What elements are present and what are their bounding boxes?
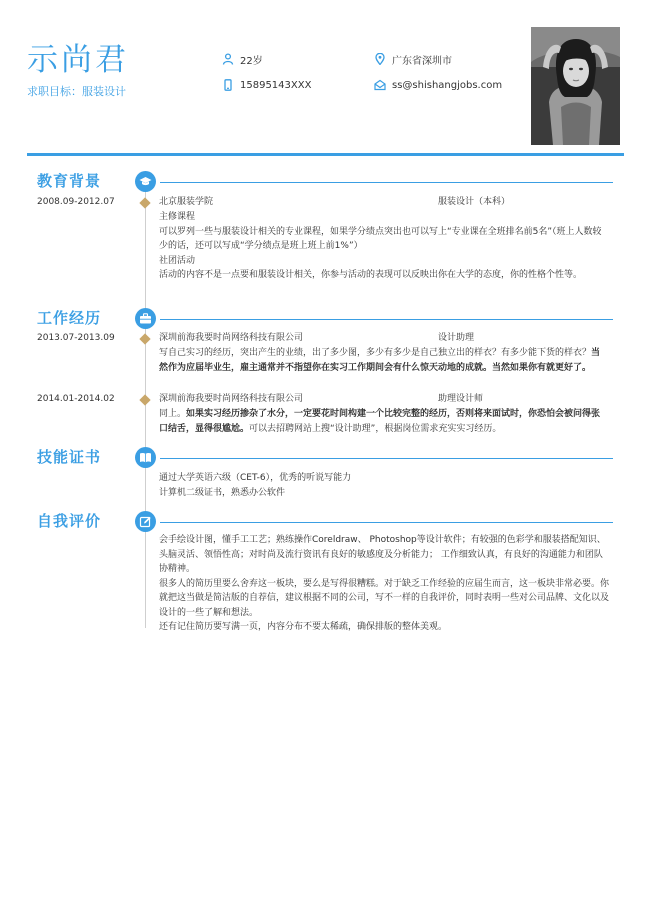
education-marker <box>139 197 150 208</box>
work-section-badge <box>135 308 156 329</box>
phone-icon <box>222 79 234 91</box>
skill-line: 计算机二级证书，熟悉办公软件 <box>159 487 286 498</box>
profile-photo <box>531 27 620 145</box>
education-details <box>159 210 609 283</box>
education-major: 服装设计（本科） <box>438 197 511 207</box>
self-eval-paragraph: 还有记住简历要写满一页，内容分布不要太稀疏，确保排版的整体美观。 <box>159 622 448 632</box>
location-info <box>374 52 452 66</box>
education-rule <box>160 182 613 183</box>
job-1-text-bold: 当然作为应届毕业生，雇主通常并不指望你在实习工作期间会有什么惊天动地的成就。当然如果你有就更好了。 <box>159 348 601 373</box>
job-1-description <box>159 346 609 375</box>
education-section-badge <box>135 171 156 192</box>
job-1-text: 写自己实习的经历，突出产生的业绩，出了多少图，多少有多少是自己独立出的样衣？有多少能下货的样衣？ <box>159 348 592 358</box>
job-1-marker <box>139 333 150 344</box>
email-text: ss@shishangjobs.com <box>392 79 503 91</box>
job-2-marker <box>139 394 150 405</box>
courses-text: 可以罗列一些与服装设计相关的专业课程，如果学分绩点突出也可以写上“专业课在全班排名前5名”（班上人数较少的话，还可以写成“学分绩点是班上班上前1%”） <box>159 226 602 251</box>
job-2-position: 助理设计师 <box>438 394 484 404</box>
job-objective: 求职目标：服装设计 <box>27 85 126 98</box>
book-icon <box>139 451 152 464</box>
skills-section-badge <box>135 447 156 468</box>
edit-icon <box>139 515 152 528</box>
self-eval-section-badge <box>135 511 156 532</box>
graduation-cap-icon <box>139 175 152 188</box>
self-eval-paragraph: 会手绘设计图，懂手工工艺；熟练操作Coreldraw、 Photoshop等设计软件；有较强的色彩学和服装搭配知识、头脑灵活、领悟性高；对时尚及流行资讯有良好的敏感度及分析能力； 工作细致认真，有良好的沟通能力和团队协精神。 <box>159 535 606 574</box>
job-2-text-bold: 如果实习经历掺杂了水分，一定要花时间构建一个比较完整的经历，否则将来面试时，你恐怕会被问得张口结舌，显得很尴尬。 <box>159 409 601 434</box>
work-rule <box>160 319 613 320</box>
header-divider <box>27 153 624 156</box>
activities-label: 社团活动 <box>159 255 196 266</box>
education-title: 教育背景 <box>37 172 102 190</box>
briefcase-icon <box>139 312 152 325</box>
work-title: 工作经历 <box>37 309 102 327</box>
phone-info <box>222 78 311 92</box>
job-2-text-pre: 同上。 <box>159 409 187 419</box>
job-1-company: 深圳前海我要时尚网络科技有限公司 <box>159 333 304 343</box>
phone-text: 15895143XXX <box>240 79 312 91</box>
person-icon <box>222 53 234 65</box>
education-school: 北京服装学院 <box>159 197 214 207</box>
job-2-company: 深圳前海我要时尚网络科技有限公司 <box>159 394 304 404</box>
skills-rule <box>160 458 613 459</box>
self-eval-rule <box>160 522 613 523</box>
mail-icon <box>374 79 386 91</box>
skills-list <box>159 471 609 500</box>
job-2-description <box>159 407 609 436</box>
location-text: 广东省深圳市 <box>392 55 452 67</box>
portrait-image <box>531 27 620 145</box>
self-eval-text <box>159 533 609 635</box>
activities-text: 活动的内容不是一点要和服装设计相关，你参与活动的表现可以反映出你在大学的态度，你的性格个性等。 <box>159 270 583 280</box>
location-pin-icon <box>374 53 386 65</box>
email-info <box>374 78 502 92</box>
skills-title: 技能证书 <box>37 448 102 466</box>
courses-label: 主修课程 <box>159 212 196 222</box>
age-text: 22岁 <box>240 55 263 67</box>
age-info <box>222 52 263 66</box>
skill-line: 通过大学英语六级（CET-6），优秀的听说写能力 <box>159 473 352 483</box>
job-2-date: 2014.01-2014.02 <box>37 394 115 404</box>
job-2-text-post: 可以去招聘网站上搜“设计助理”，根据岗位需求充实实习经历。 <box>249 423 502 434</box>
self-eval-paragraph: 很多人的简历里要么舍弃这一板块，要么是写得很糟糕。对于缺乏工作经验的应届生而言，这一板块非常必要。你就把这当做是简洁版的自荐信，建议根据不同的公司，写不一样的自我评价，同时表明一些对公司品牌、文化以及设计的一些了解和想法。 <box>159 578 610 618</box>
self-eval-title: 自我评价 <box>37 512 102 530</box>
job-1-date: 2013.07-2013.09 <box>37 333 115 343</box>
job-1-position: 设计助理 <box>438 333 475 343</box>
candidate-name: 示尚君 <box>27 42 129 78</box>
education-date: 2008.09-2012.07 <box>37 197 115 207</box>
